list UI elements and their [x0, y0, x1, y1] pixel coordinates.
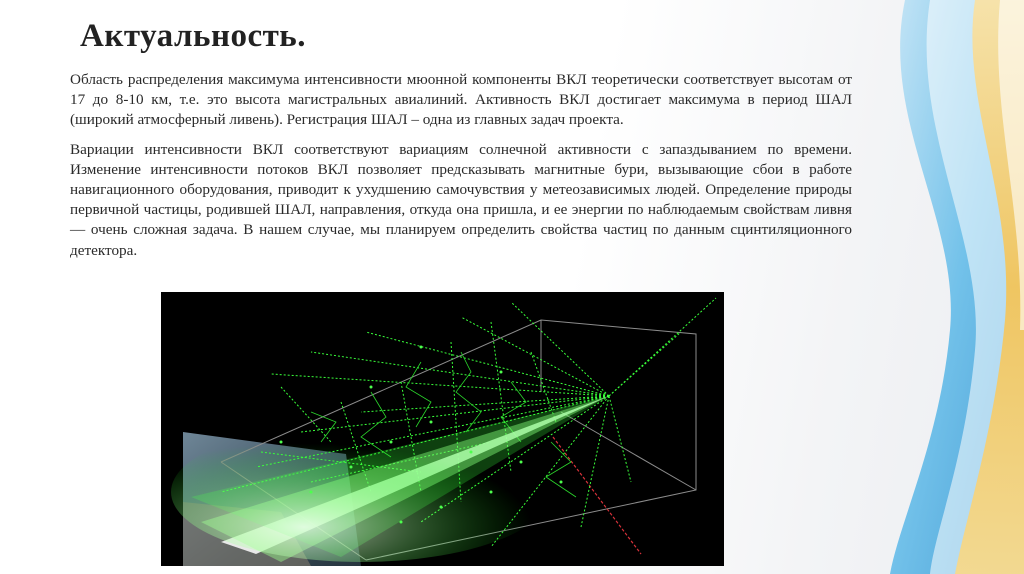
paragraph-1: Область распределения максимума интенсивности мюонной компоненты ВКЛ теоретически соответствует высотам от 17 до 8-10 км, т.е. это высота магистральных авиалиний. Активность ВКЛ достигает максимума в период ШАЛ (широкий атмосферный ливень). Регистрация ШАЛ – одна из главных задач проекта. — [70, 71, 852, 129]
red-trajectory — [553, 437, 641, 554]
paragraph-2: Вариации интенсивности ВКЛ соответствуют вариациям солнечной активности с запаздыванием по времени. Изменение интенсивности потоков ВКЛ позволяет предсказывать магнитные бури, вызывающие сбои в работе навигационного оборудования, приводит к ухудшению самочувствия у метеозависимых людей. Определение природы первичной частицы, родившей ШАЛ, направления, откуда она пришла, и ее энергии по наблюдаемым свойствам ливня — очень сложная задача. В нашем случае, мы планируем определить свойства частиц по данным сцинтиляционного детектора. — [70, 140, 852, 259]
slide-body — [70, 70, 852, 270]
slide-title: Актуальность. — [80, 18, 307, 54]
shower-simulation-image — [161, 292, 724, 566]
shower-visualization — [161, 292, 724, 566]
